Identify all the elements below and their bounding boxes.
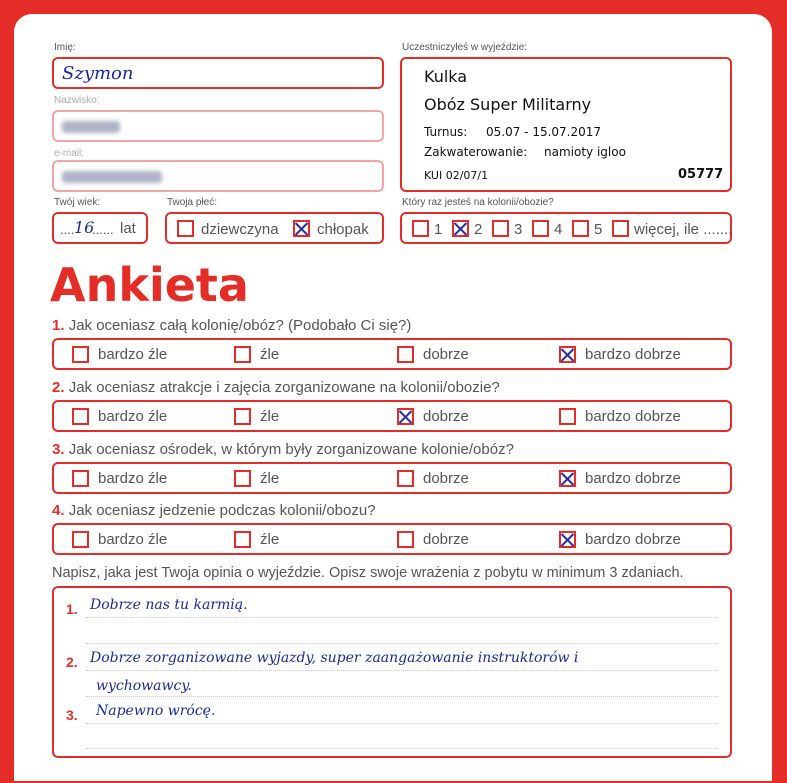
opinion-rule: [86, 723, 718, 724]
age-value: 16: [74, 218, 95, 237]
times-checkbox-2[interactable]: [452, 220, 469, 237]
trip-brand: Kulka: [424, 67, 468, 86]
opinion-number-1: 1.: [66, 601, 78, 617]
age-dots-suffix: ......: [92, 222, 114, 237]
question-2-answers: [52, 400, 732, 432]
question-4-text: Jak oceniasz jedzenie podczas kolonii/obozu?: [68, 502, 376, 519]
question-2-checkbox-2[interactable]: [234, 408, 251, 425]
question-1-checkbox-3[interactable]: [397, 346, 414, 363]
question-4-option-3: dobrze: [423, 531, 469, 548]
trip-camp-name: Obóz Super Militarny: [424, 95, 592, 114]
question-1-checkbox-1[interactable]: [72, 346, 89, 363]
trip-code: KUI 02/07/1: [424, 169, 489, 182]
name-label: Imię:: [54, 42, 76, 53]
gender-option-boy: chłopak: [317, 221, 369, 238]
opinion-line-2-cont: wychowawcy.: [96, 678, 192, 694]
trip-label: Uczestniczyłeś w wyjeździe:: [402, 42, 528, 53]
opinion-prompt: Napisz, jaka jest Twoja opinia o wyjeździe. Opisz swoje wrażenia z pobytu w minimum 3 zdaniach.: [52, 565, 684, 581]
opinion-rule: [86, 643, 718, 644]
question-3-checkbox-3[interactable]: [397, 470, 414, 487]
opinion-rule: [86, 748, 718, 749]
times-checkbox-1[interactable]: [412, 220, 429, 237]
opinion-line-3: Napewno wrócę.: [96, 703, 216, 719]
question-3-option-1: bardzo źle: [98, 470, 168, 487]
age-dots-prefix: ....: [60, 222, 75, 237]
name-value: Szymon: [62, 63, 134, 84]
email-field[interactable]: [52, 160, 384, 192]
question-1-option-3: dobrze: [423, 346, 469, 363]
age-field[interactable]: [52, 212, 148, 244]
question-3-checkbox-2[interactable]: [234, 470, 251, 487]
times-label: Który raz jesteś na kolonii/obozie?: [402, 197, 554, 208]
trip-turnus-value: 05.07 - 15.07.2017: [486, 125, 602, 139]
question-4-checkbox-3[interactable]: [397, 531, 414, 548]
times-field: [400, 212, 732, 244]
question-3-option-3: dobrze: [423, 470, 469, 487]
question-4-option-4: bardzo dobrze: [585, 531, 681, 548]
question-4-number: 4.: [52, 502, 65, 519]
age-unit: lat: [120, 220, 136, 237]
times-checkbox-more[interactable]: [612, 220, 629, 237]
question-1: [52, 317, 411, 334]
times-option-3: 3: [514, 221, 523, 238]
question-2-number: 2.: [52, 379, 65, 396]
name-field[interactable]: [52, 57, 384, 89]
gender-label: Twoja płeć:: [167, 197, 218, 208]
question-2-checkbox-3[interactable]: [397, 408, 414, 425]
question-1-option-1: bardzo źle: [98, 346, 168, 363]
question-2-text: Jak oceniasz atrakcje i zajęcia zorganizowane na kolonii/obozie?: [68, 379, 500, 396]
times-option-more: więcej, ile .......: [634, 221, 733, 238]
age-label: Twój wiek:: [54, 197, 101, 208]
opinion-number-3: 3.: [66, 707, 78, 723]
gender-option-girl: dziewczyna: [201, 221, 279, 238]
times-option-2: 2: [474, 221, 483, 238]
question-2-checkbox-4[interactable]: [559, 408, 576, 425]
question-3-option-2: źle: [260, 470, 280, 487]
question-2: [52, 379, 500, 396]
gender-checkbox-boy[interactable]: [293, 220, 310, 237]
question-4-option-2: źle: [260, 531, 280, 548]
question-1-number: 1.: [52, 317, 65, 334]
question-3-checkbox-1[interactable]: [72, 470, 89, 487]
opinion-line-1: Dobrze nas tu karmią.: [90, 597, 248, 613]
question-4: [52, 502, 376, 519]
question-3: [52, 441, 514, 458]
question-1-checkbox-4[interactable]: [559, 346, 576, 363]
survey-title: Ankieta: [50, 258, 249, 312]
opinion-line-2: Dobrze zorganizowane wyjazdy, super zaangażowanie instruktorów i: [90, 650, 579, 666]
question-4-checkbox-1[interactable]: [72, 531, 89, 548]
question-4-option-1: bardzo źle: [98, 531, 168, 548]
times-option-4: 4: [554, 221, 563, 238]
question-3-option-4: bardzo dobrze: [585, 470, 681, 487]
opinion-rule: [86, 696, 718, 697]
times-checkbox-5[interactable]: [572, 220, 589, 237]
question-4-answers: [52, 523, 732, 555]
trip-accommodation-value: namioty igloo: [544, 145, 626, 159]
trip-turnus-label: Turnus:: [424, 125, 468, 139]
trip-info-box: [400, 57, 732, 192]
times-checkbox-4[interactable]: [532, 220, 549, 237]
question-1-checkbox-2[interactable]: [234, 346, 251, 363]
question-3-number: 3.: [52, 441, 65, 458]
email-redacted: [62, 171, 162, 183]
question-4-checkbox-4[interactable]: [559, 531, 576, 548]
times-option-1: 1: [434, 221, 443, 238]
question-4-checkbox-2[interactable]: [234, 531, 251, 548]
question-2-checkbox-1[interactable]: [72, 408, 89, 425]
opinion-number-2: 2.: [66, 654, 78, 670]
email-label: e-mail:: [54, 148, 85, 159]
question-3-answers: [52, 462, 732, 494]
question-1-answers: [52, 338, 732, 370]
question-3-checkbox-4[interactable]: [559, 470, 576, 487]
question-3-text: Jak oceniasz ośrodek, w którym były zorganizowane kolonie/obóz?: [68, 441, 514, 458]
question-2-option-1: bardzo źle: [98, 408, 168, 425]
surname-label: Nazwisko:: [54, 95, 100, 106]
surname-field[interactable]: [52, 110, 384, 142]
trip-number: 05777: [678, 167, 724, 182]
opinion-rule: [86, 670, 718, 671]
trip-accommodation-label: Zakwaterowanie:: [424, 145, 528, 159]
question-1-text: Jak oceniasz całą kolonię/obóz? (Podobało Ci się?): [68, 317, 412, 334]
question-1-option-4: bardzo dobrze: [585, 346, 681, 363]
question-2-option-4: bardzo dobrze: [585, 408, 681, 425]
times-option-5: 5: [594, 221, 603, 238]
times-checkbox-3[interactable]: [492, 220, 509, 237]
surname-redacted: [62, 121, 120, 133]
gender-checkbox-girl[interactable]: [177, 220, 194, 237]
question-2-option-2: źle: [260, 408, 280, 425]
gender-field: [165, 212, 384, 244]
opinion-rule: [86, 617, 718, 618]
question-2-option-3: dobrze: [423, 408, 469, 425]
question-1-option-2: źle: [260, 346, 280, 363]
